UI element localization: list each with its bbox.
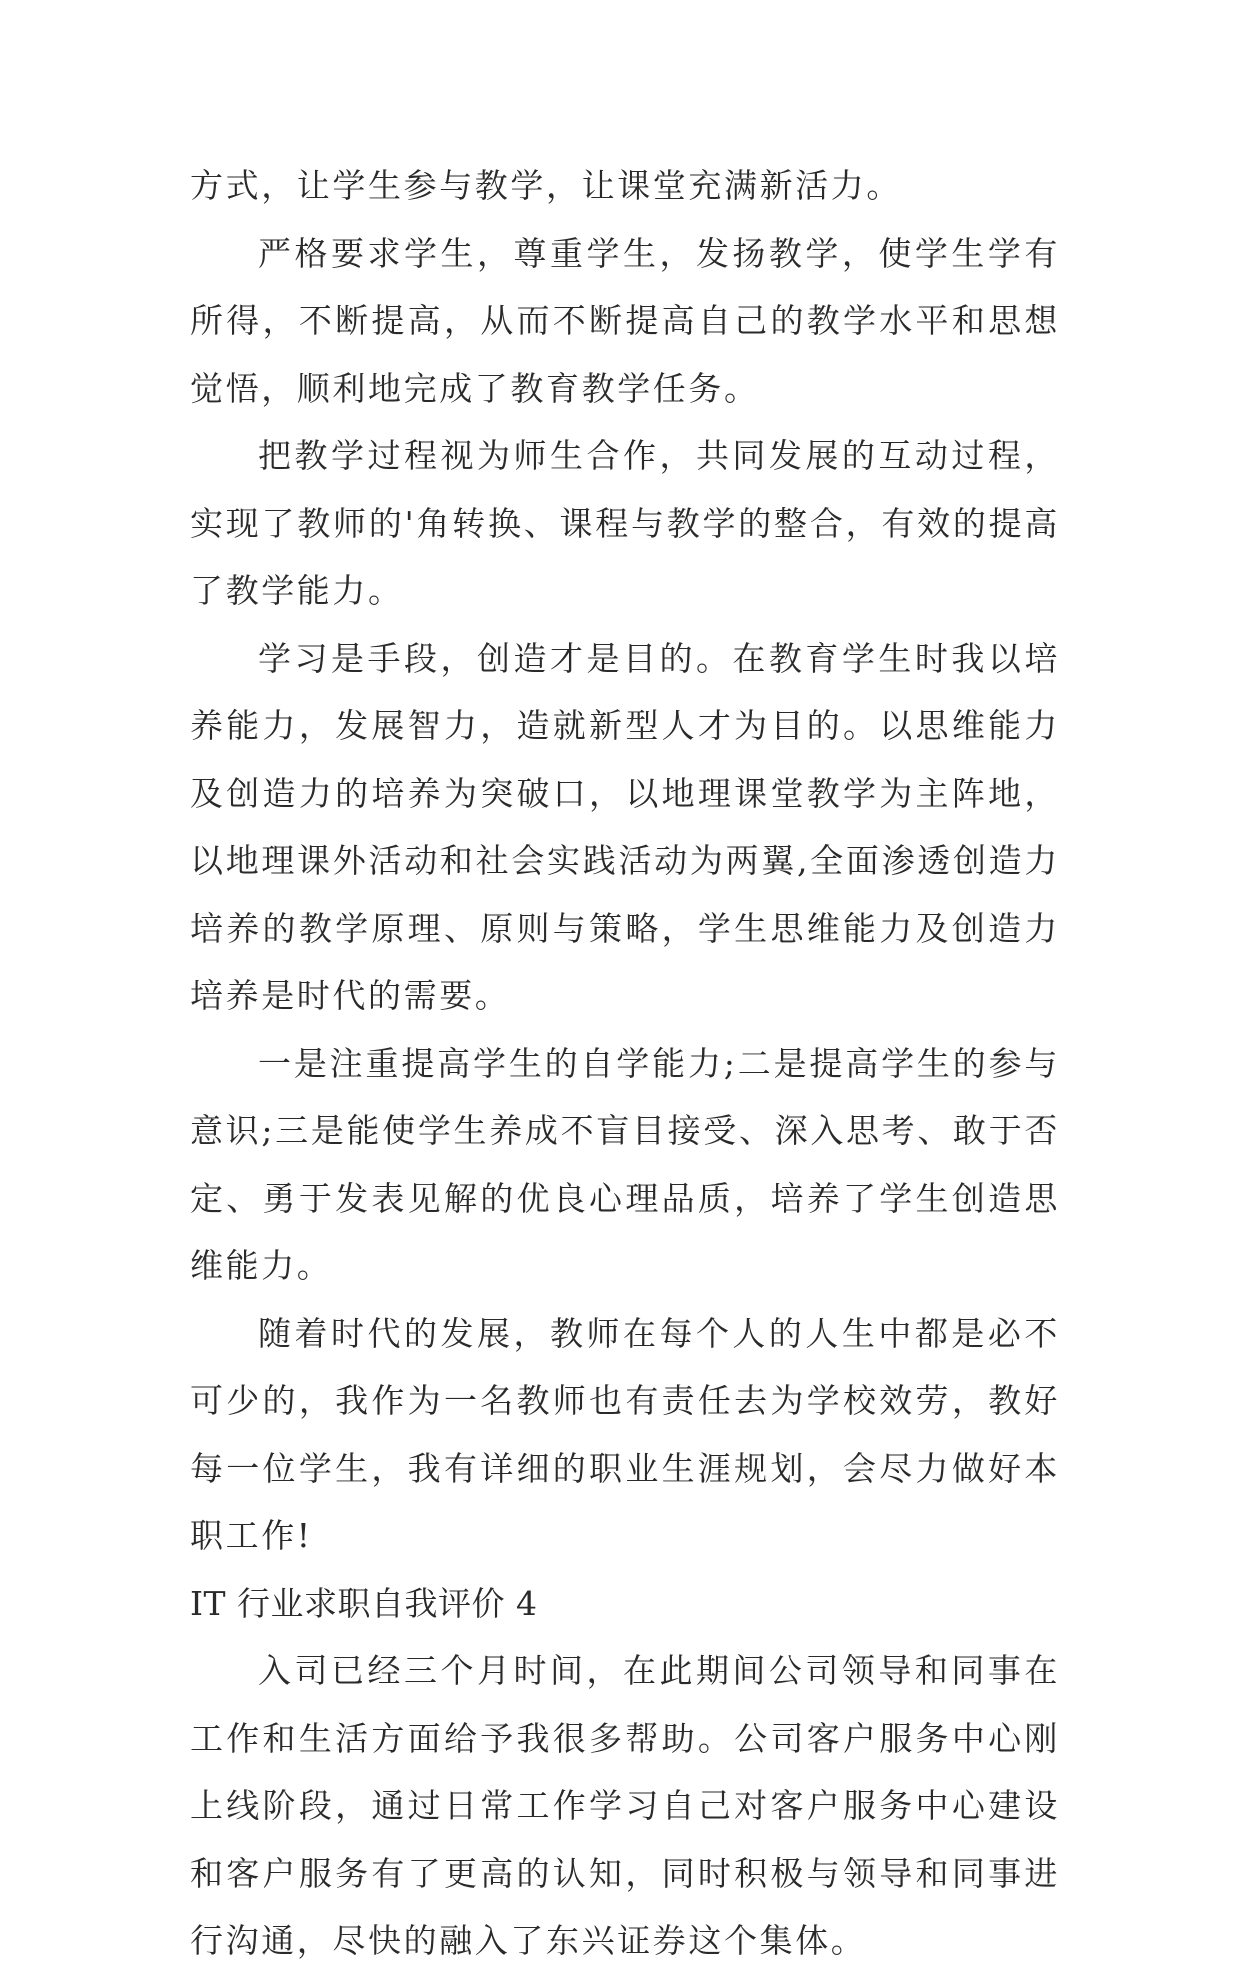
paragraph-7: 入司已经三个月时间，在此期间公司领导和同事在工作和生活方面给予我很多帮助。公司客户服务中心刚上线阶段，通过日常工作学习自己对客户服务中心建设和客户服务有了更高的认知，同时积极与领导和同事进行沟通，尽快的融入了东兴证券这个集体。 — [190, 1651, 1060, 1960]
paragraph-2: 严格要求学生，尊重学生，发扬教学，使学生学有所得，不断提高，从而不断提高自己的教学水平和思想觉悟，顺利地完成了教育教学任务。 — [190, 233, 1060, 408]
document-body — [190, 152, 1060, 1975]
paragraph-4: 学习是手段，创造才是目的。在教育学生时我以培养能力，发展智力，造就新型人才为目的。以思维能力及创造力的培养为突破口，以地理课堂教学为主阵地，以地理课外活动和社会实践活动为两翼,全面渗透创造力培养的教学原理、原则与策略，学生思维能力及创造力培养是时代的需要。 — [190, 638, 1060, 1015]
paragraph-1: 方式，让学生参与教学，让课堂充满新活力。 — [190, 166, 902, 205]
paragraph-3: 把教学过程视为师生合作，共同发展的互动过程，实现了教师的'角转换、课程与教学的整合，有效的提高了教学能力。 — [190, 436, 1060, 610]
paragraph-6: 随着时代的发展，教师在每个人的人生中都是必不可少的，我作为一名教师也有责任去为学校效劳，教好每一位学生，我有详细的职业生涯规划，会尽力做好本职工作! — [190, 1313, 1060, 1555]
section-heading: IT 行业求职自我评价 4 — [190, 1583, 538, 1623]
paragraph-5: 一是注重提高学生的自学能力;二是提高学生的参与意识;三是能使学生养成不盲目接受、深入思考、敢于否定、勇于发表见解的优良心理品质，培养了学生创造思维能力。 — [190, 1043, 1060, 1285]
